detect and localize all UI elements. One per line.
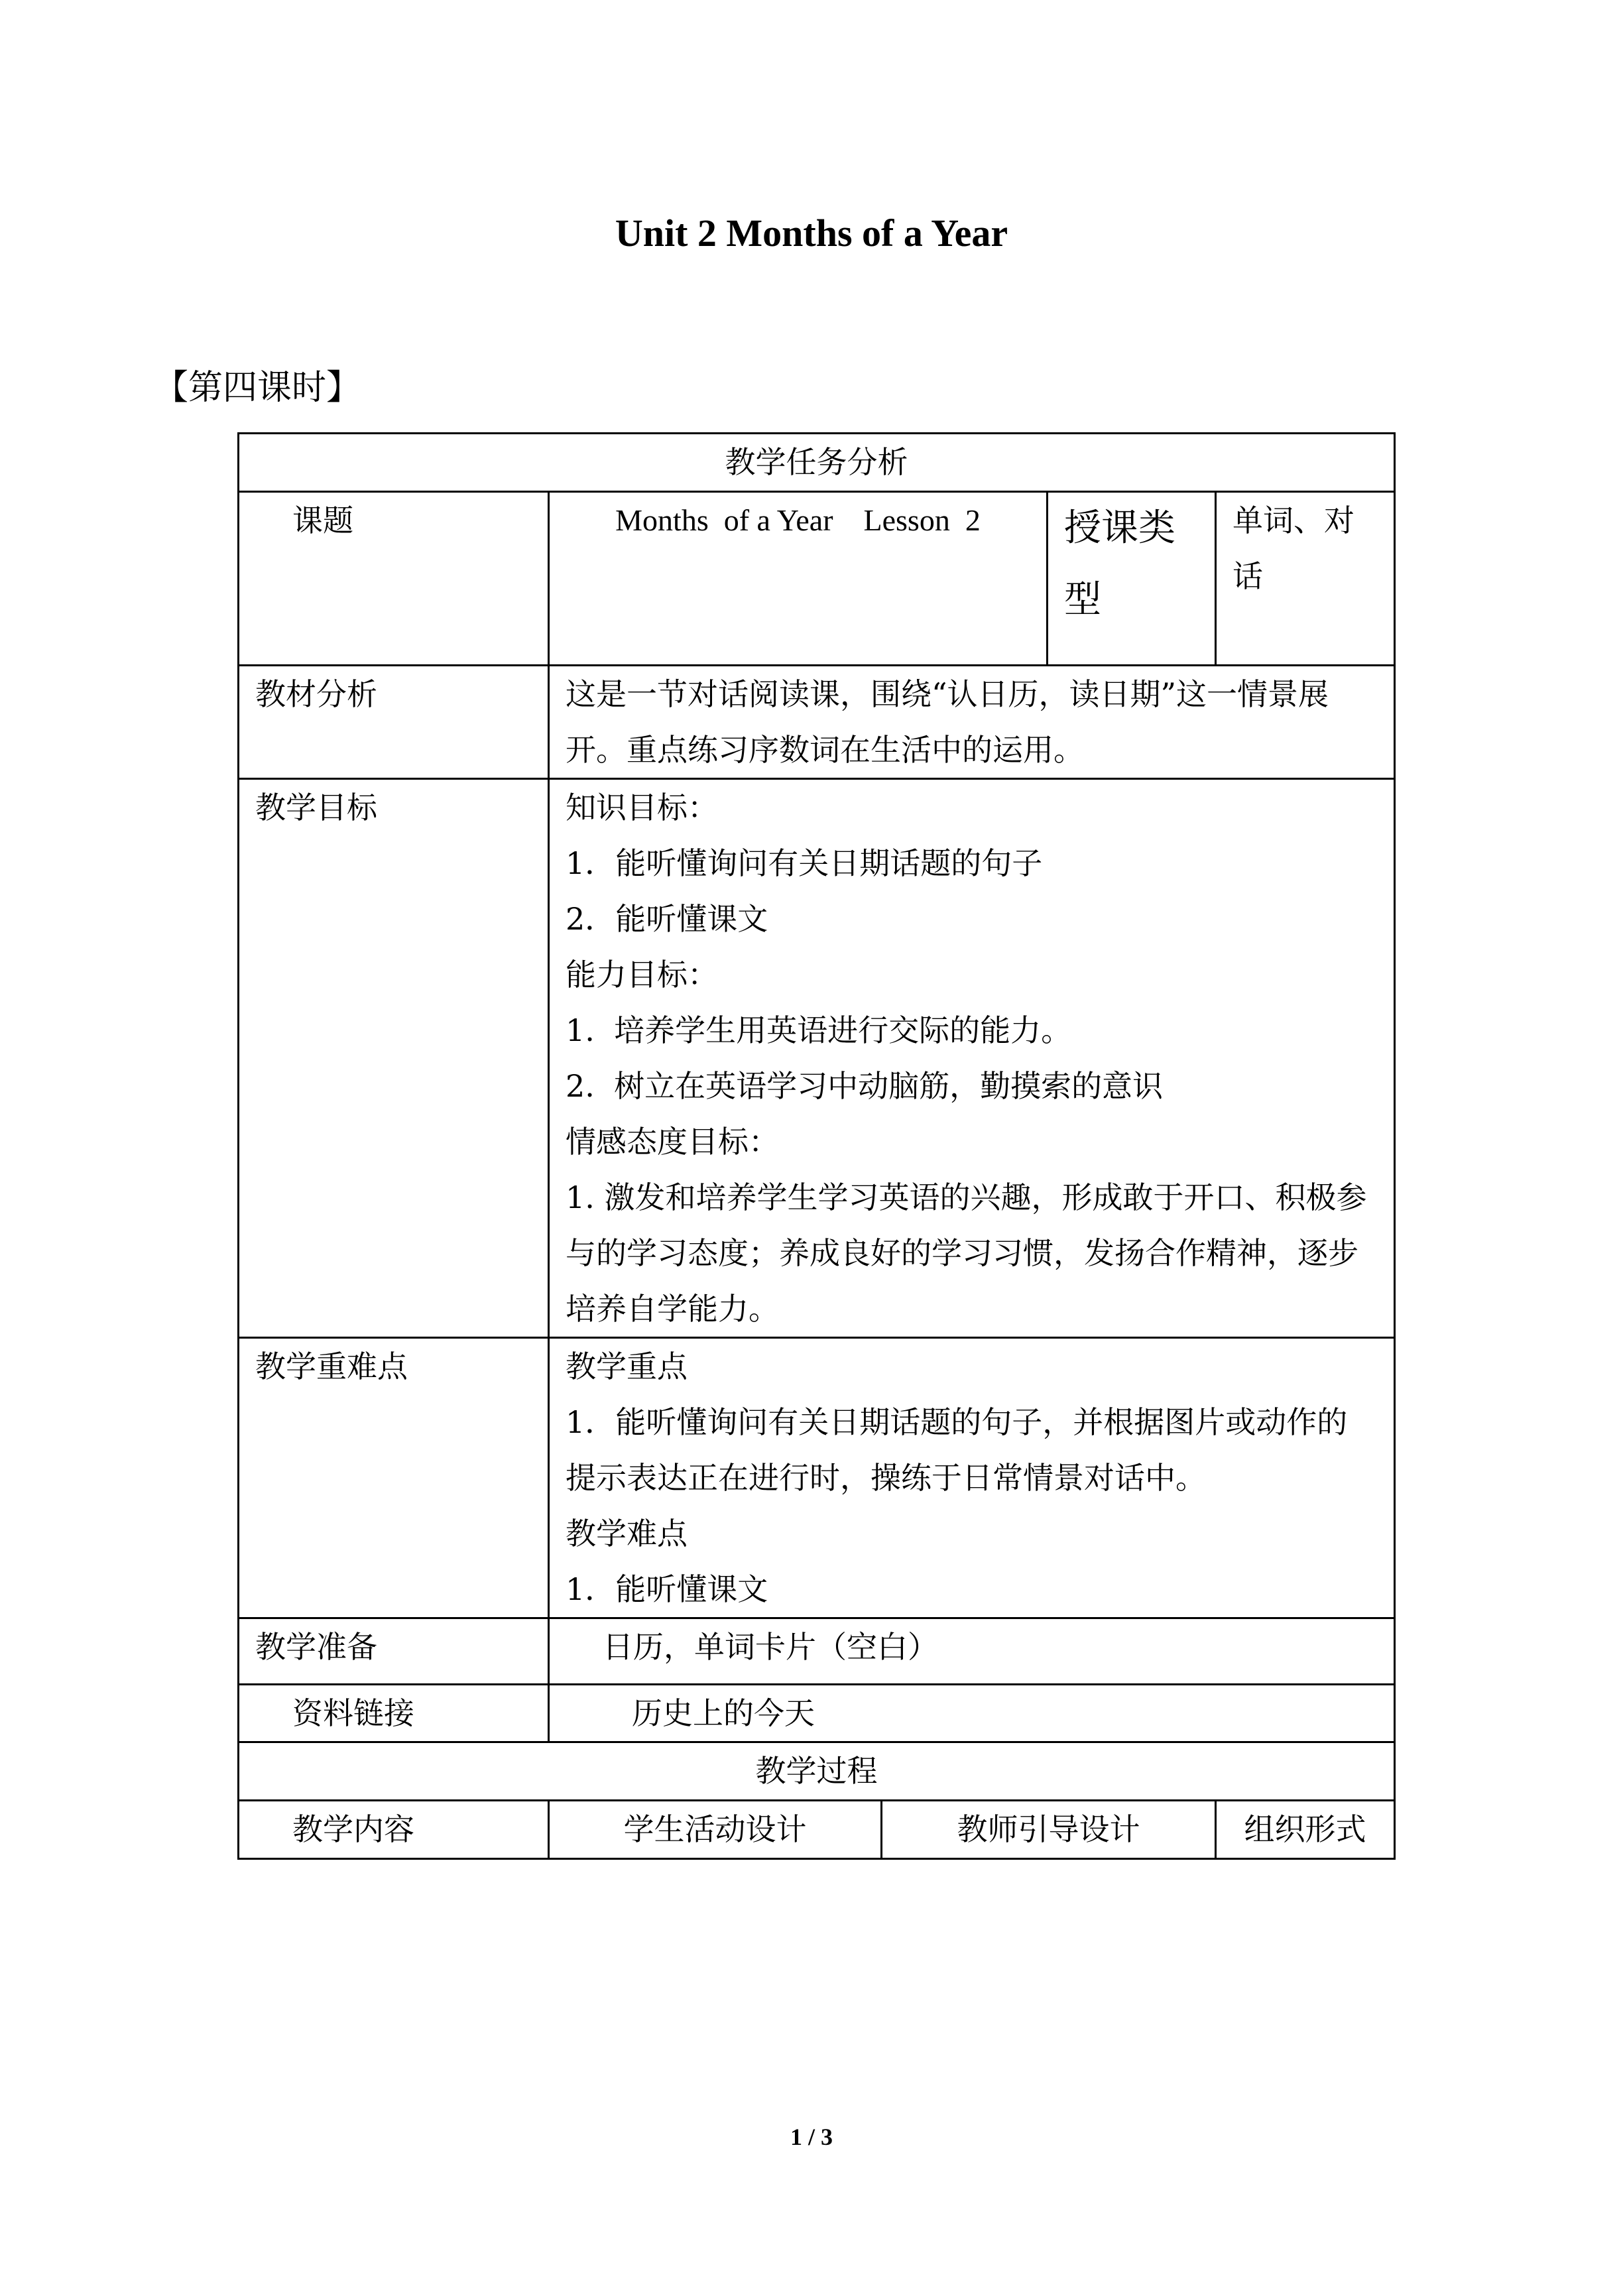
goals-row	[239, 779, 1395, 1338]
goals-attitude-text: 1. 激发和培养学生学习英语的兴趣，形成敢于开口、积极参与的学习态度；养成良好的学习习惯，发扬合作精神，逐步培养自学能力。	[566, 1179, 1367, 1327]
prep-value: 日历，单词卡片（空白）	[549, 1618, 1395, 1685]
goals-label: 教学目标	[239, 779, 549, 1338]
lesson-plan-table	[237, 432, 1396, 1860]
link-label: 资料链接	[239, 1685, 549, 1742]
goals-line: 2. 树立在英语学习中动脑筋，勤摸索的意识	[566, 1068, 1164, 1104]
material-text: 这是一节对话阅读课，围绕“认日历，读日期”这一情景展开。重点练习序数词在生活中的运用。	[566, 676, 1329, 768]
goals-line: 能力目标：	[566, 957, 718, 993]
col-student-header: 学生活动设计	[549, 1801, 882, 1859]
goals-line: 1. 培养学生用英语进行交际的能力。	[566, 1012, 1072, 1048]
link-value: 历史上的今天	[549, 1685, 1395, 1742]
analysis-header: 教学任务分析	[239, 434, 1395, 492]
goals-line: 1．能听懂询问有关日期话题的句子	[566, 845, 1043, 881]
document-title: Unit 2 Months of a Year	[615, 211, 1008, 255]
process-header-row	[239, 1742, 1395, 1801]
prep-label: 教学准备	[239, 1618, 549, 1685]
keypoints-value	[549, 1338, 1395, 1618]
topic-row	[239, 492, 1395, 666]
keypoints-row	[239, 1338, 1395, 1618]
type-label: 授课类型	[1048, 492, 1216, 666]
col-form-header: 组织形式	[1216, 1801, 1395, 1859]
difficult-text: 1．能听懂课文	[566, 1571, 768, 1607]
process-header: 教学过程	[239, 1742, 1395, 1801]
analysis-header-row	[239, 434, 1395, 492]
process-columns-row	[239, 1801, 1395, 1859]
goals-line: 知识目标：	[566, 790, 718, 825]
goals-value	[549, 779, 1395, 1338]
link-row	[239, 1685, 1395, 1742]
material-row	[239, 666, 1395, 779]
keypoints-label: 教学重难点	[239, 1338, 549, 1618]
col-teacher-header: 教师引导设计	[882, 1801, 1216, 1859]
prep-row	[239, 1618, 1395, 1685]
keypoints-text: 1．能听懂询问有关日期话题的句子，并根据图片或动作的提示表达正在进行时，操练于日常情景对话中。	[566, 1404, 1348, 1496]
type-value: 单词、对话	[1216, 492, 1395, 666]
lesson-label: 【第四课时】	[154, 368, 361, 408]
difficult-heading: 教学难点	[566, 1516, 688, 1551]
goals-line: 情感态度目标：	[566, 1124, 779, 1160]
keypoints-heading: 教学重点	[566, 1349, 688, 1384]
topic-value: Months of a Year Lesson 2	[549, 492, 1048, 666]
page-number: 1 / 3	[790, 2124, 833, 2150]
material-label: 教材分析	[239, 666, 549, 779]
material-value	[549, 666, 1395, 779]
goals-line: 2．能听懂课文	[566, 901, 768, 937]
topic-label: 课题	[239, 492, 549, 666]
col-content-header: 教学内容	[239, 1801, 549, 1859]
